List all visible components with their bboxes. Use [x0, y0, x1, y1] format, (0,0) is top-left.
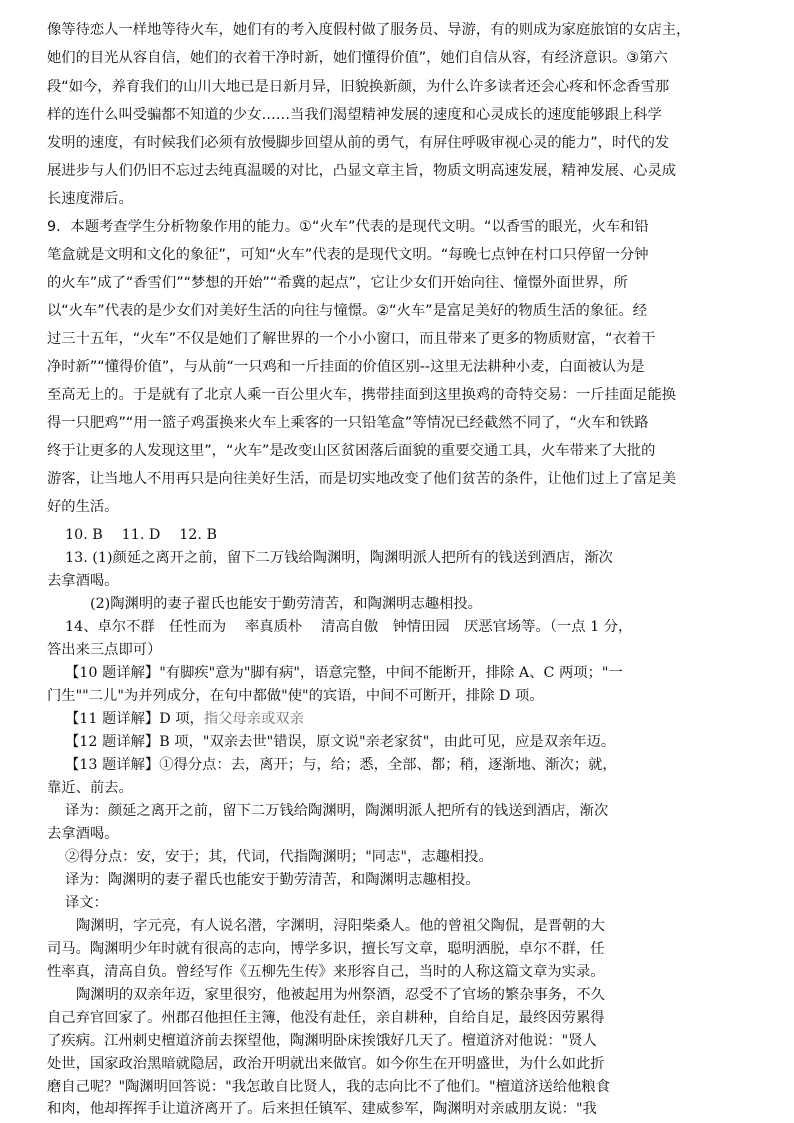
- explanation-13-line-4: 去拿酒喝。: [47, 826, 119, 842]
- translation-line-2: 司马。陶渊明少年时就有很高的志向，博学多识，擅长写文章，聪明洒脱，卓尔不群，任: [47, 941, 605, 957]
- answer-14-line-2: 答出来三点即可）: [47, 642, 162, 658]
- answer-13-1-line-2: 去拿酒喝。: [47, 573, 119, 589]
- translation-line-3: 性率真，清高自负。曾经写作《五柳先生传》来形容自己，当时的人称这篇文章为实录。: [47, 964, 605, 980]
- q9-line-11: 好的生活。: [47, 499, 119, 515]
- explanation-10-line-1: 【10 题详解】"有脚疾"意为"脚有病"，语意完整，中间不能断开，排除 A、C 两项；"一: [65, 665, 623, 681]
- translation-line-4: 陶渊明的双亲年迈，家里很穷，他被起用为州祭酒，忍受不了官场的繁杂事务，不久: [76, 987, 605, 1003]
- q9-line-9: 终于让更多的人发现这里”，“火车”是改变山区贫困落后面貌的重要交通工具，火车带来了大批的: [47, 443, 656, 459]
- explanation-11: [65, 709, 304, 730]
- answer-13-1-line-1: 13. (1)颜延之离开之前，留下二万钱给陶渊明，陶渊明派人把所有的钱送到酒店，渐次: [65, 550, 613, 566]
- translation-line-5: 自己弃官回家了。州郡召他担任主簿，他没有赴任，亲自耕种，自给自足，最终因劳累得: [47, 1010, 605, 1026]
- explanation-11-head: 【11 题详解】D 项，: [65, 711, 204, 727]
- q9-line-7: 至高无上的。于是就有了北京人乘一百公里火车，携带挂面到这里换鸡的奇特交易：一斤挂面足能换: [47, 387, 677, 403]
- q9-line-1: 9．本题考查学生分析物象作用的能力。①“火车”代表的是现代文明。“以香雪的眼光，火车和铅: [47, 219, 649, 235]
- analysis-line-7: 长速度滞后。: [47, 191, 133, 207]
- explanation-12: 【12 题详解】B 项，"双亲去世"错误，原文说"亲老家贫"，由此可见，应是双亲年迈。: [65, 734, 616, 750]
- analysis-line-2: 她们的目光从容自信，她们的衣着干净时新，她们懂得价值”，她们自信从容，有经济意识。③第六: [47, 50, 668, 66]
- answer-choices: 10. B 11. D 12. B: [65, 527, 218, 543]
- q9-line-2: 笔盒就是文明和文化的象征”，可知“火车”代表的是现代文明。“每晚七点钟在村口只停留一分钟: [47, 247, 649, 263]
- translation-line-9: 和肉，他却挥挥手让道济离开了。后来担任镇军、建威参军，陶渊明对亲戚朋友说："我: [47, 1101, 597, 1117]
- explanation-13-line-6: 译为：陶渊明的妻子翟氏也能安于勤劳清苦，和陶渊明志趣相投。: [65, 872, 480, 888]
- q9-line-3: 的火车”成了“香雪们”“梦想的开始”“希冀的起点”，它让少女们开始向往、憧憬外面世界，所: [47, 275, 628, 291]
- q9-line-10: 游客，让当地人不用再只是向往美好生活，而是切实地改变了他们贫苦的条件，让他们过上了富足美: [47, 471, 677, 487]
- q9-line-6: 净时新”“懂得价值”，与从前“一只鸡和一斤挂面的价值区别--这里无法耕种小麦，白面被认为是: [47, 359, 645, 375]
- translation-line-6: 了疾病。江州刺史檀道济前去探望他，陶渊明卧床挨饿好几天了。檀道济对他说："贤人: [47, 1033, 597, 1049]
- analysis-line-5: 发明的速度，有时候我们必须有放慢脚步回望从前的勇气，有屏住呼吸审视心灵的能力”，时代的发: [47, 135, 670, 151]
- explanation-13-line-1: 【13 题详解】①得分点：去，离开；与，给；悉，全部、都；稍，逐渐地、渐次；就，: [65, 757, 617, 773]
- analysis-line-1: 像等待恋人一样地等待火车，她们有的考入度假村做了服务员、导游，有的则成为家庭旅馆的女店主，: [47, 22, 691, 38]
- explanation-10-line-2: 门生""二儿"为并列成分，在句中都做"使"的宾语，中间不可断开，排除 D 项。: [47, 688, 544, 704]
- q9-line-4: 以“火车”代表的是少女们对美好生活的向往与憧憬。②“火车”是富足美好的物质生活的象征。经: [47, 303, 648, 319]
- explanation-11-tail: 指父母亲或双亲: [203, 711, 304, 727]
- q9-line-8: 得一只肥鸡”“用一篮子鸡蛋换来火车上乘客的一只铅笔盒”等情况已经截然不同了，“火车和铁路: [47, 415, 649, 431]
- analysis-line-3: 段“如今，养育我们的山川大地已是日新月异，旧貌换新颜，为什么许多读者还会心疼和怀念香雪那: [47, 79, 670, 95]
- explanation-13-line-2: 靠近、前去。: [47, 780, 133, 796]
- translation-label: 译文：: [65, 895, 108, 911]
- answer-14-line-1: 14、卓尔不群 任性而为 率真质朴 清高自傲 钟情田园 厌恶官场等。（一点 1 分，: [65, 619, 633, 635]
- explanation-13-line-5: ②得分点：安，安于；其，代词，代指陶渊明；"同志"，志趣相投。: [65, 849, 493, 865]
- analysis-line-6: 展进步与人们仍旧不忘过去纯真温暖的对比，凸显文章主旨，物质文明高速发展，精神发展、心灵成: [47, 163, 677, 179]
- translation-line-8: 磨自己呢？"陶渊明回答说："我怎敢自比贤人，我的志向比不了他们。"檀道济送给他粮食: [47, 1079, 611, 1095]
- explanation-13-line-3: 译为：颜延之离开之前，留下二万钱给陶渊明，陶渊明派人把所有的钱送到酒店，渐次: [65, 803, 609, 819]
- translation-line-1: 陶渊明，字元亮，有人说名潜，字渊明，浔阳柴桑人。他的曾祖父陶侃，是晋朝的大: [76, 918, 605, 934]
- analysis-line-4: 样的连什么叫受骗都不知道的少女……当我们渴望精神发展的速度和心灵成长的速度能够跟上科学: [47, 107, 662, 123]
- q9-line-5: 过三十五年，“火车”不仅是她们了解世界的一个小小窗口，而且带来了更多的物质财富，“衣着干: [47, 331, 656, 347]
- answer-13-2: (2)陶渊明的妻子翟氏也能安于勤劳清苦，和陶渊明志趣相投。: [90, 596, 482, 612]
- translation-line-7: 处世，国家政治黑暗就隐居，政治开明就出来做官。如今你生在开明盛世，为什么如此折: [47, 1056, 605, 1072]
